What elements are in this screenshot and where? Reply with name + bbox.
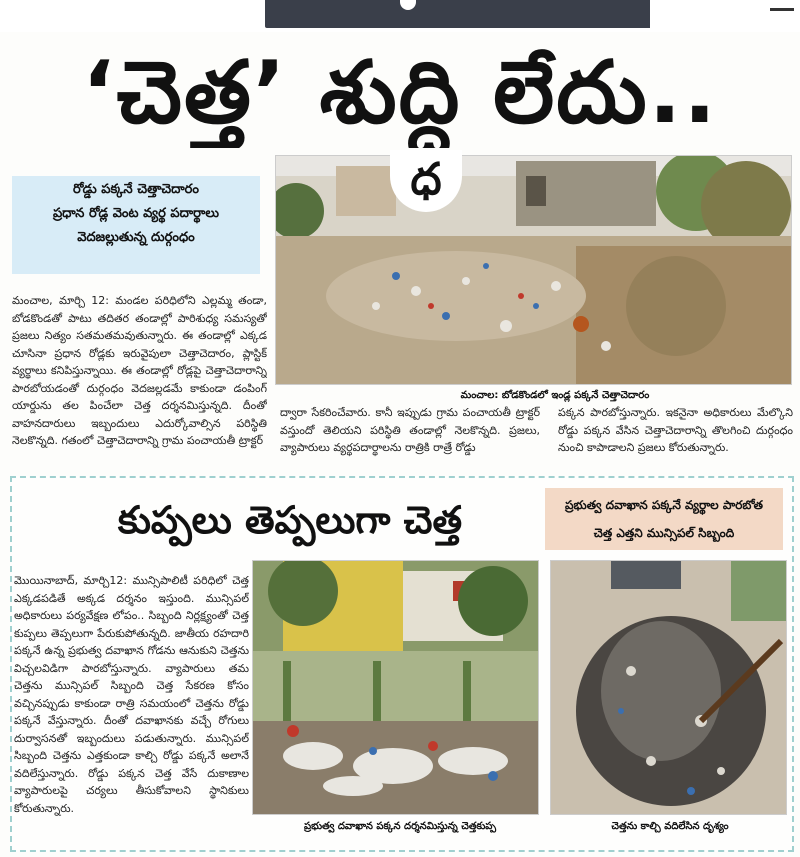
photo-hospital-garbage [252, 560, 539, 815]
masthead-strip [0, 0, 800, 32]
headline: ‘చెత్త’ శుద్ధి లేదు.. [81, 43, 719, 143]
headline-bubble: ధ [390, 150, 462, 212]
subheading-line: చెత్త ఎత్తని మున్సిపల్ సిబ్బంది [593, 526, 735, 540]
photo-burnt-garbage [550, 560, 787, 815]
subheading-line: ప్రభుత్వ దవాఖాన పక్కనే వ్యర్థాల పారబోత [565, 498, 763, 512]
subheading-line: వెదజల్లుతున్న దుర్గంధం [77, 230, 195, 245]
masthead-bar [265, 0, 650, 28]
photo-garbage-roadside [275, 155, 792, 385]
subheading-box [12, 176, 260, 274]
subheading-line: ప్రధాన రోడ్ల వెంట వ్యర్థ పదార్థాలు [52, 206, 220, 221]
second-article-body: మొయినాబాద్, మార్చి12: మున్సిపాలిటీ పరిధిలో చెత్త ఎక్కడపడితే అక్కడ దర్శనం ఇస్తుంది. మున్సిపల్ అధికారులు పర్యవేక్షణ లోపం.. సిబ్బంది నిర్లక్ష్యంతో చెత్త కుప్పలు తెప్పలుగా పేరుకుపోతున్నది. జాతీయ రహదారి పక్కనే ఉన్న ప్రభుత్వ దవాఖాన గోడను ఆనుకుని చెత్తను విచ్చలవిడిగా పారబోస్తున్నారు. వ్యాపారులు తమ చెత్తను మున్సిపల్ సిబ్బంది చెత్త సేకరణ కోసం వచ్చినప్పుడు కాకుండా రాత్రి సమయంలో చెత్తను రోడ్డు పక్కనే వేస్తున్నారు. దీంతో దవాఖానకు వచ్చే రోగులు దుర్వాసనతో ఇబ్బందులు పడుతున్నారు. మున్సిపల్ సిబ్బంది చెత్తను ఎత్తకుండా కాల్చి రోడ్డు పక్కనే అలానే వదిలేస్తున్నారు. రోడ్డు పక్కన చెత్త వేసే దుకాణాల వ్యాపారులపై చర్యలు తీసుకోవాలని స్థానికులు కోరుతున్నారు. [14, 574, 249, 815]
article-column-1: మంచాల, మార్చి 12: మండల పరిధిలోని ఎల్లమ్మ తండా, బోడకొండతో పాటు తదితర తండాల్లో పారిశుధ్య సమస్యతో ప్రజలు నిత్యం సతమతమవుతున్నారు. ఈ తండాల్లో ఎక్కడ చూసినా ప్రధాన రోడ్లకు ఇరువైపులా చెత్తాచెదారం, ప్లాస్టిక్ వ్యర్థాలు కనిపిస్తున్నాయి. ఈ తండాల్లో రోడ్లపై చెత్తాచెదారాన్ని పారబోయడంతో దుర్గంధం వెదజల్లడమే కాకుండా డంపింగ్ యార్డును తల పించేలా చెత్త దర్శనమిస్తున్నది. దీంతో వాహనదారులు ఇబ్బందులు ఎదుర్కోవాల్సిన పరిస్థితి నెలకొన్నది. గతంలో చెత్తాచెదారాన్ని గ్రామ పంచాయతీ ట్రాక్టర్ [12, 294, 267, 447]
photo-caption: ప్రభుత్వ దవాఖాన పక్కన దర్శనమిస్తున్న చెత్తకుప్ప [303, 821, 497, 832]
second-subheading-box [545, 488, 783, 550]
photo-caption: మంచాల: బోడకొండలో ఇండ్ల పక్కనే చెత్తాచెదారం [460, 390, 650, 401]
article-column-3: పక్కన పారబోస్తున్నారు. ఇకనైనా అధికారులు మేల్కొని రోడ్డు పక్కన వేసిన చెత్తాచెదారాన్ని తొలగించి దుర్గంధం నుంచి కాపాడాలని ప్రజలు కోరుతున్నారు. [558, 406, 793, 454]
masthead-corner [770, 0, 794, 11]
subheading-line: రోడ్డు పక్కనే చెత్తాచెదారం [73, 182, 199, 197]
second-headline: కుప్పలు తెప్పలుగా చెత్త [117, 498, 463, 542]
photo-caption: చెత్తను కాల్చి వదిలేసిన దృశ్యం [611, 821, 729, 832]
article-column-2: ద్వారా సేకరించేవారు. కానీ ఇప్పుడు గ్రామ పంచాయతీ ట్రాక్టర్ వస్తుందో తెలియని పరిస్థితి తండాల్లో నెలకొన్నది. ప్రజలు, వ్యాపారులు వ్యర్థపదార్థాలను రాత్రికి రాత్రే రోడ్డు [280, 406, 540, 454]
